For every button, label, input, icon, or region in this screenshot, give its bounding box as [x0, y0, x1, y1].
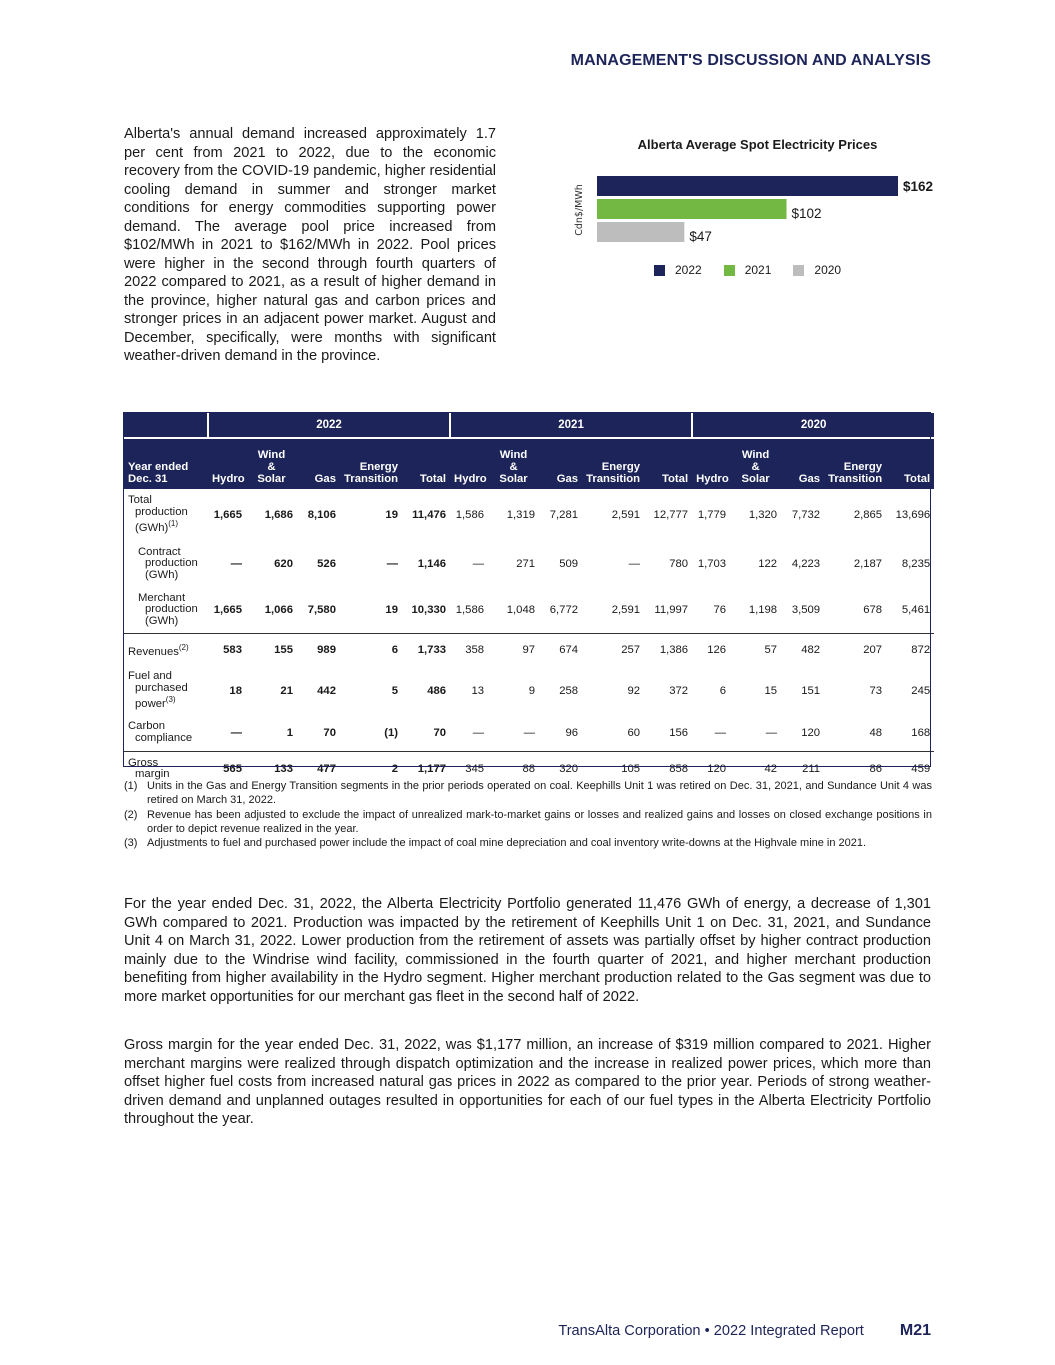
table-cell: — [488, 715, 539, 751]
legend-label: 2022 [675, 263, 702, 277]
table-cell: 96 [539, 715, 582, 751]
table-cell: 1,665 [208, 587, 246, 633]
table-cell: 2,187 [853, 558, 883, 570]
table-cell: 2,591 [611, 509, 641, 521]
table-cell: 320 [559, 763, 579, 776]
footnote-number: (3) [124, 837, 138, 850]
table-cell: 1,177 [417, 763, 447, 776]
legend-swatch [793, 265, 804, 276]
table-cell: 2,865 [853, 509, 883, 521]
table-cell: 780 [669, 558, 689, 570]
table-row [124, 633, 934, 667]
column-header-energy-transition-2020: Energy Transition [824, 438, 886, 489]
legend-item-2021 [724, 263, 772, 277]
table-cell: 1,320 [748, 509, 778, 521]
column-header-hydro-2021: Hydro [450, 438, 488, 489]
table-cell: 1 [246, 715, 297, 751]
table-cell: — [386, 558, 398, 570]
table-cell: 86 [869, 763, 883, 776]
table-cell: 105 [621, 763, 641, 776]
table-cell: 42 [764, 763, 778, 776]
table-cell: 358 [465, 644, 485, 657]
footnote [124, 808, 932, 837]
table-cell: 92 [627, 685, 641, 697]
table-cell: 4,223 [791, 558, 821, 570]
table-cell: 9 [528, 685, 536, 697]
body-paragraph-gross-margin: Gross margin for the year ended Dec. 31, 2022, was $1,177 million, an increase of $319 million compared to 2021. Higher merchant margins were realized through dispatch optimization and the increase in realized power prices, which more than offset higher fuel costs from increased natural gas prices in 2022 as compared to the prior year. Periods of strong weather-driven demand and unplanned outages resulted in opportunities for each of our fuel types in the Alberta Electricity Portfolio throughout the year. [124, 1037, 931, 1127]
footnote [124, 836, 932, 850]
table-cell: 122 [758, 558, 778, 570]
table-cell: — [472, 558, 485, 570]
table-row [124, 715, 934, 751]
body-paragraph-production: For the year ended Dec. 31, 2022, the Alberta Electricity Portfolio generated 11,476 GWh of energy, a decrease of 1,301 GWh compared to 2021. Production was impacted by the retirement of Keephills Unit 1 on Dec. 31, 2021, and Sundance Unit 4 on March 31, 2022. Lower production from the retirement of assets was partially offset by higher contract production mainly due to the Windrise wind facility, commissioned in the fourth quarter of 2021, and higher merchant production benefiting from higher availability in the Hydro segment. Higher merchant production related to the Gas segment was due to more market opportunities for our merchant gas fleet in the second half of 2022. [124, 896, 931, 1005]
column-header-gas-2020: Gas [781, 438, 824, 489]
column-header-wind-solar-2021: Wind & Solar [488, 438, 539, 489]
row-label: Fuel and purchased power$^{(3)}$ [128, 670, 188, 711]
table-cell: 11,476 [412, 509, 447, 521]
table-cell: — [230, 558, 242, 570]
table-cell: 2,591 [582, 587, 644, 633]
footnote [124, 779, 932, 808]
column-header-gas-2022: Gas [297, 438, 340, 489]
table-cell: 245 [911, 685, 931, 697]
footer-report-name: TransAlta Corporation • 2022 Integrated Report [558, 1323, 864, 1339]
table-cell: 372 [669, 685, 689, 697]
table-cell: 1,686 [264, 509, 293, 521]
table-cell: 6 [719, 685, 727, 697]
table-cell: 13 [471, 685, 485, 697]
table-cell: 1,198 [730, 587, 781, 633]
column-header-energy-transition-2021: Energy Transition [582, 438, 644, 489]
table-cell: 19 [340, 587, 402, 633]
table-cell: 509 [559, 558, 579, 570]
legend-label: 2021 [744, 263, 772, 277]
table-cell: 1,048 [488, 587, 539, 633]
page-number: M21 [899, 1322, 931, 1339]
table-cell: 477 [317, 763, 336, 776]
legend-swatch [724, 265, 735, 276]
table-row [124, 541, 934, 587]
table-cell: 7,580 [297, 587, 340, 633]
table-cell: 258 [559, 685, 579, 697]
table-cell: 1,146 [417, 558, 447, 570]
table-cell: 872 [911, 644, 931, 657]
table-footnotes [124, 779, 932, 850]
table-cell: 11,997 [644, 587, 692, 633]
table-cell: 70 [402, 715, 450, 751]
footnote-number: (1) [124, 780, 138, 792]
table-cell: 207 [863, 644, 883, 657]
table-cell: 8,235 [901, 558, 931, 570]
chart-legend [654, 263, 841, 277]
column-header-total-2022: Total [402, 438, 450, 489]
year-header-2021: 2021 [450, 413, 692, 438]
intro-paragraph: Alberta's annual demand increased approximately 1.7 per cent from 2021 to 2022, due to the economic recovery from the COVID-19 pandemic, higher residential cooling demand in summer and stronger market conditions for energy commodities supporting power demand. The average pool price increased from $102/MWh in 2021 to $162/MWh in 2022. Pool prices were higher in the second through fourth quarters of 2022 compared to 2021, as a result of higher demand in the province, higher natural gas and carbon prices and stronger prices in an adjacent power market. August and December, specifically, were months with significant weather-driven demand in the province. [124, 126, 496, 364]
year-header-blank [124, 413, 208, 438]
legend-item-2020 [793, 263, 841, 277]
table-cell: 13,696 [895, 509, 931, 521]
bar-2021 [597, 199, 787, 219]
svg-text:Cdn$/MWh: Cdn$/MWh [574, 184, 585, 236]
table-cell: 151 [801, 685, 821, 697]
table-cell: 211 [802, 763, 821, 776]
column-header-total-2021: Total [644, 438, 692, 489]
page-footer [558, 1322, 931, 1340]
row-label: Carbon compliance [124, 715, 208, 751]
table-cell: 88 [522, 763, 536, 776]
table-cell: 620 [274, 558, 293, 570]
table-cell: 7,732 [791, 509, 821, 521]
footnote-text: Adjustments to fuel and purchased power include the impact of coal mine depreciation and coal inventory write-downs at the Highvale mine in 2021. [147, 837, 867, 850]
table-cell: 133 [274, 763, 293, 776]
table-cell: 583 [223, 644, 242, 657]
table-cell: 257 [621, 644, 641, 657]
table-cell: 21 [280, 685, 293, 697]
table-cell: 168 [886, 715, 934, 751]
table-cell: 120 [781, 715, 824, 751]
table-cell: 97 [522, 644, 536, 657]
bar-label-2021: $102 [791, 206, 822, 221]
table-cell: 156 [644, 715, 692, 751]
table-cell: 7,281 [549, 509, 579, 521]
table-cell: — [692, 715, 730, 751]
table-cell: 989 [317, 644, 336, 657]
table-cell: 48 [824, 715, 886, 751]
section-header: MANAGEMENT'S DISCUSSION AND ANALYSIS [570, 52, 931, 69]
table-cell: 1,586 [450, 587, 488, 633]
footnote-number: (2) [124, 808, 138, 821]
table-row [124, 489, 934, 541]
table-cell: 1,703 [697, 558, 727, 570]
column-header-wind-solar-2020: Wind & Solar [730, 438, 781, 489]
row-label: Revenues$^{(2)}$ [128, 643, 189, 658]
table-cell: 2 [391, 763, 398, 776]
table-cell: 459 [911, 763, 931, 776]
table-cell: 10,330 [402, 587, 450, 633]
table-cell: 126 [707, 644, 727, 657]
table-cell: 345 [465, 763, 485, 776]
legend-item-2022 [654, 263, 702, 277]
table-cell: — [628, 558, 641, 570]
table-row [124, 667, 934, 715]
column-header-wind-solar-2022: Wind & Solar [246, 438, 297, 489]
table-cell: 565 [223, 763, 242, 776]
row-label: Gross margin [128, 756, 170, 781]
table-cell: 76 [692, 587, 730, 633]
row-label: Merchant production (GWh) [124, 587, 208, 633]
table-cell: 5 [391, 685, 398, 697]
table-cell: 73 [869, 685, 883, 697]
table-cell: 1,665 [213, 509, 242, 521]
table-cell: 678 [824, 587, 886, 633]
legend-label: 2020 [814, 263, 842, 277]
chart-title: Alberta Average Spot Electricity Prices [637, 137, 878, 152]
table-cell: 70 [297, 715, 340, 751]
bar-2022 [597, 176, 898, 196]
price-chart [560, 165, 955, 250]
table-cell: (1) [340, 715, 402, 751]
table-cell: — [730, 715, 781, 751]
column-header-energy-transition-2022: Energy Transition [340, 438, 402, 489]
table-cell: 15 [764, 685, 778, 697]
table-cell: 60 [582, 715, 644, 751]
table-row [124, 587, 934, 633]
table-cell: 3,509 [781, 587, 824, 633]
table-cell: 6,772 [539, 587, 582, 633]
table-cell: 8,106 [307, 509, 336, 521]
table-cell: 12,777 [653, 509, 689, 521]
footnote-text: Revenue has been adjusted to exclude the impact of unrealized mark-to-market gains or losses and realized gains and losses on closed exchange positions in order to depict revenue realized in the year. [147, 808, 932, 835]
year-header-2022: 2022 [208, 413, 450, 438]
table-cell: 674 [559, 644, 579, 657]
chart-y-axis-label [574, 184, 585, 236]
table-cell: 18 [229, 685, 242, 697]
table-cell: 1,386 [659, 644, 689, 657]
table-cell: 271 [516, 558, 536, 570]
bar-2020 [597, 222, 684, 242]
table-cell: 1,319 [506, 509, 536, 521]
table-cell: 858 [669, 763, 689, 776]
column-header-hydro-2020: Hydro [692, 438, 730, 489]
table-cell: 1,586 [455, 509, 485, 521]
table-cell: 19 [385, 509, 398, 521]
footnote-text: Units in the Gas and Energy Transition segments in the prior periods operated on coal. Keephills Unit 1 was retired on Dec. 31, 2021, and Sundance Unit 4 was retired on March 31, 2022. [147, 780, 932, 807]
table-cell: 1,733 [417, 644, 447, 657]
year-header-2020: 2020 [692, 413, 934, 438]
table-cell: 5,461 [886, 587, 934, 633]
bar-label-2022: $162 [903, 179, 934, 194]
table-cell: 1,066 [246, 587, 297, 633]
table-cell: — [208, 715, 246, 751]
bar-label-2020: $47 [689, 229, 712, 244]
table-cell: 57 [764, 644, 778, 657]
table-cell: 526 [317, 558, 336, 570]
table-cell: 155 [274, 644, 293, 657]
table-cell: — [450, 715, 488, 751]
column-header-total-2020: Total [886, 438, 934, 489]
legend-swatch [654, 265, 665, 276]
table-cell: 482 [801, 644, 821, 657]
column-header-gas-2021: Gas [539, 438, 582, 489]
alberta-portfolio-table [124, 413, 934, 787]
row-label: Contract production (GWh) [138, 545, 198, 581]
year-ended-header: Year ended Dec. 31 [124, 438, 208, 489]
table-cell: 6 [391, 644, 398, 657]
row-label: Total production (GWh)$^{(1)}$ [128, 494, 188, 535]
table-cell: 442 [317, 685, 336, 697]
table-cell: 120 [707, 763, 727, 776]
table-cell: 486 [427, 685, 447, 697]
column-header-hydro-2022: Hydro [208, 438, 246, 489]
table-cell: 1,779 [697, 509, 727, 521]
